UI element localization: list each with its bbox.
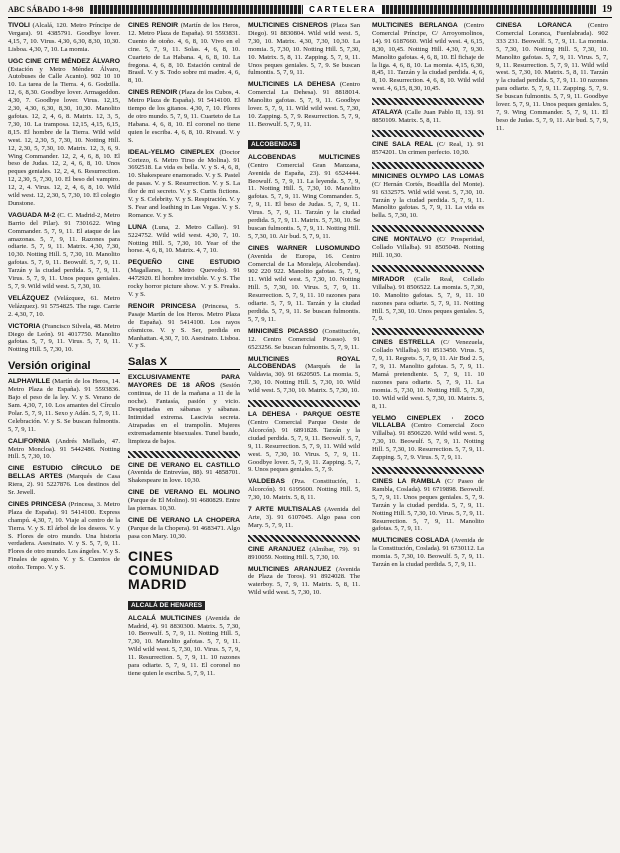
cinema-details: (Andrés Mellado, 47. Metro Moncloa). 91 5442486. Notting Hill. 5, 7,30, 10. <box>8 437 120 461</box>
section-heading: Salas X <box>128 356 240 370</box>
cinema-details: (C/ Real, 1). 91 8574201. Un crimen perfecto. 10,30. <box>372 140 484 156</box>
cinema-listing <box>248 245 360 324</box>
cinema-name: TIVOLI <box>8 22 30 29</box>
cinema-details: (Estación y Metro Méndez Álvaro, Autobuses de Calle Acanto). 902 10 10 10. La tarea de la Tierra. 4, 6. Godzilla. 12, 6, 8,30. Goodbye lover. Armageddon. 4,30, 7. Goodbye lover. Virus. 12,15, 2,30, 4,30, 6,30, 8,30, 10,30. Manolito gafotas. 12, 2, 4, 6, 8. Matrix. 12, 3, 5, 7,30, 10. La tramposa. 12,15, 4,15, 6,15, 8,15. El hombre de la Tierra. Wild wild west. 12, 2,30, 5, 7,30, 10. Notting Hill. 12, 2,30, 5, 7,30, 10. Matrix. 12, 3, 6, 9. Wing Commander. 12, 2, 4, 6, 8, 10. El beso de Judas. 12, 2, 4, 6, 8, 10. Unos peques geniales. 12, 2, 4, 6. Resurrection. 12, 2,30, 5, 7,30, 10. El beso del vampiro. 12, 2, 4. Virus. 12, 2, 4, 6, 8, 10. Wild wild west. 12, 2,30, 5, 7,30, 10. El colegio Dunstone. <box>8 65 120 207</box>
cinema-name: CINES PRINCESA <box>8 500 67 508</box>
pattern-divider <box>372 98 484 105</box>
cinema-listing <box>8 378 120 433</box>
cinema-details: (Avenida de Plaza de Toros). 91 8924028. The waterboy. 5, 7, 9, 11. Matrix. 5, 8, 11. Wild wild west. 5, 7,30, 10. <box>248 565 360 597</box>
listing-column-5 <box>496 22 608 849</box>
section-heading: Versión original <box>8 360 120 374</box>
cinema-details: (Sesión continua, de 11 de la mañana a 11 de la noche). Fantasía, pasión y vicio. Desquitadas en sábanas y sábanas. Intimidad extrema. Lascivia secreta. Atrapadas en el trampolín. Mujeres extremadamente bisexuales. Tunel baudo, limpieza de bajos. <box>128 382 240 445</box>
cinema-listing <box>372 109 484 125</box>
cinema-name: CINES RENOIR <box>128 22 179 29</box>
section-banner <box>90 5 596 14</box>
region-heading: CINES COMUNIDAD MADRID <box>128 547 220 592</box>
cinema-listing <box>248 356 360 396</box>
cinema-details: (Martín de los Heros, 14. Metro Plaza de España). 91 5593836. Bajo el peso de la ley. V. y S. Verano de Sam. 4,30, 7, 10. Los amantes del Círculo Polar. 5, 7, 9, 11. Sexo y Adán. 5, 7, 9, 11. Celebración. V. y S. Se buscan fulmontis. 5, 7, 9, 11. <box>8 378 120 433</box>
cinema-name: VALDEBAS <box>248 478 285 486</box>
cinema-listing <box>372 415 484 462</box>
cinema-name: EXCLUSIVAMENTE PARA MAYORES DE 18 AÑOS <box>128 374 240 390</box>
cinema-listing <box>248 478 360 502</box>
cinema-listing <box>372 537 484 569</box>
cinema-details: (Centro Comercial Gran Manzana, Avenida de España, 23). 91 6524444. Beowulf. 5, 7, 9, 11. La leyenda. 5, 7, 9, 11. Notting Hill. 5, 7,30, 10. Manolito gafotas. 5, 7, 9, 11. Wing Commander. 5, 7, 9, 11. El beso de Judas. 5, 7, 9, 11. Virus. 5, 7, 9, 11. Tarzán y la ciudad perdida. 5, 7, 9, 11. Matrix. 5, 7,30, 10. Se buscan fulmontis. 5, 7, 9, 11. Notting Hill. 5, 7,30, 10. Air bud. 5, 7, 9, 11. <box>248 161 360 240</box>
cinema-name: CINES WARNER LUSOMUNDO <box>248 244 360 252</box>
listing-column-2 <box>128 22 240 849</box>
listing-column-3 <box>248 22 360 849</box>
cinema-details: (C/ Prosperidad, Collado Villalba). 91 8505048. Notting Hill. 10,30. <box>372 236 484 260</box>
cinema-listing <box>8 58 120 208</box>
cinema-name: MULTICINES LA DEHESA <box>248 81 336 89</box>
cinema-listing <box>8 295 120 319</box>
pattern-divider <box>372 328 484 335</box>
listing-column-4 <box>372 22 484 849</box>
cinema-listing <box>8 438 120 462</box>
cinema-details: (Princesa, 5. Pasaje Martín de los Heros. Metro Plaza de España). 91 5414100. Los rayos cósmicos. V. y S. Ser, perdida en Manhattan. 4,30, 7, 10. Asesinato. Lisboa. V. y S. <box>128 302 240 350</box>
pattern-divider <box>372 162 484 169</box>
cinema-name: CINES RENOIR <box>128 89 178 97</box>
cinema-name: MIRADOR <box>372 275 405 283</box>
cinema-details: (Alcalá, 120. Metro Príncipe de Vergara). 91 4385791. Goodbye lover. 4,15, 7, 10. Virus. 4,30, 6,30, 8,30, 10,30. Lisboa. 4,30, 7, 10. La momia. <box>8 22 120 53</box>
page-header <box>8 2 612 16</box>
cinema-listing <box>128 149 240 220</box>
cinema-name: PEQUEÑO CINE ESTUDIO <box>128 259 240 267</box>
cinema-name: YELMO CINEPLEX · ZOCO VILLALBA <box>372 414 484 430</box>
cinema-listing <box>248 566 360 598</box>
cinema-listing <box>128 489 240 513</box>
cinema-listing <box>8 465 120 497</box>
cinema-name: 7 ARTE MULTISALAS <box>248 506 321 514</box>
cinema-listing <box>8 501 120 572</box>
cinema-details: (Doctor Cortezo, 6. Metro Tirso de Molina). 91 3692518. La vida es bella. V. y S. 4, 6, 8, 10. Shakespeare enamorado. V. y S. Pastel de pasas. V. y S. Resurrection. V. y S. La flor de mi secreto. V. y S. Curtis fictions. V. y S. Celebrity. V. y S. Respiración. V. y S. Fear and loathing in Las Vegas. V. y S. Romance. V. y S. <box>128 148 240 219</box>
cinema-details: (Avenida de Europa, 16. Centro Comercial de La Moraleja, Alcobendas). 902 220 922. Manolito gafotas. 5, 7, 9, 11. Wild wild west. 5, 7,30, 10. Notting Hill. 5, 7,30, 10. Virus. 5, 7, 9, 11. Resurrection. 5, 7, 9, 11. 10 razones para odiarte. 5, 7, 9, 11. Tarzán y la ciudad perdida. 5, 7, 9, 11. Se buscan fulmontis. 5, 7, 9, 11. <box>248 252 360 323</box>
cinema-listing <box>372 141 484 157</box>
cinema-details: (Constitución, 12. Centro Comercial Picasso). 91 6523256. Se buscan fulmontis. 5, 7, 9, 11. <box>248 327 360 351</box>
cinema-details: (Luna, 2. Metro Callao). 91 5224752. Wild wild west. 4,30, 7, 10. Notting Hill. 5, 7,30, 10. Year of the horse. 4, 6, 8, 10. Matrix. 4, 7, 10. <box>128 223 240 255</box>
cinema-details: (Marqués de Casa Riera, 2). 91 5227876. Los destinos del Sr. Jewell. <box>8 473 120 497</box>
cinema-listing <box>128 89 240 144</box>
cinema-listing <box>8 22 120 54</box>
cinema-details: (Princesa, 3. Metro Plaza de España). 91 5414100. Express champú. 4,30, 7, 10. Viaje al centro de la Tierra. V. y S. El árbol de los deseos. V. y S. Flores de otro mundo. Una historia verdadera. Asesinato. V. y S. 5, 7, 9, 11. Flores de otro mundo. Los ángeles. V. y S. Finales de agosto. V. y S. Cuentos de otoño. Tempo. V. y S. <box>8 500 120 572</box>
pattern-divider <box>248 400 360 407</box>
cinema-name: MULTICINES ROYAL ALCOBENDAS <box>248 355 360 371</box>
cinema-listing <box>128 374 240 445</box>
cinema-details: (Almíbar, 79). 91 8910059. Notting Hill. 5, 7,30, 10. <box>248 545 360 561</box>
cinema-details: (Centro Comercial Zoco Villalba). 91 8506220. Wild wild west. 5, 7,30, 10. Beowulf. 5, 7, 9, 11. Notting Hill. 5, 7,30, 10. Resurrection. 5, 7, 9, 11. Zapping. 5, 7, 9. Virus. 5, 7, 9, 11. <box>372 422 484 462</box>
pattern-divider <box>128 451 240 458</box>
cinema-details: (Avenida de la Constitución, Coslada). 91 6730112. La momia. 5, 7,30, 10. Beowulf. 5, 7, 9, 11. Tarzán en la ciudad perdida. 5, 7, 9, 11. <box>372 537 484 569</box>
cinema-listing <box>128 303 240 350</box>
page-number: 19 <box>602 3 612 15</box>
cinema-name: MINICINES OLYMPO LAS LOMAS <box>372 172 484 180</box>
cinema-listing <box>8 212 120 291</box>
cinema-name: RENOIR PRINCESA <box>128 302 197 310</box>
cinema-details: (Centro Comercial Loranca, Fuenlabrada). 902 333 231. Beowulf. 5, 7, 9, 11. La momia. 5, 7,30, 10. Notting Hill. 5, 7,30, 10. Manolito gafotas. 5, 7, 9, 11. Virus. 5, 7, 9, 11. Resurrection. 5, 7, 9, 11. Wild wild west. 5, 7,30, 10. Matrix. 5, 8, 11. Tarzán y la ciudad perdida. 5, 7, 9, 11. 10 razones para odiarte. 5, 7, 9, 11. Zapping. 5, 7, 9. Se buscan fulmontis. 5, 7, 9, 11. Goodbye lover. 5, 7, 9, 11. Unos peques geniales. 5, 7, 9. Wing Commander. 5, 7, 9, 11. El beso de Judas. 5, 7, 9, 11. Air bud. 5, 7, 9, 11. <box>496 22 608 132</box>
cinema-details: (Calle Real, Collado Villalba). 91 8506522. La momia. 5, 7,30, 10. Manolito gafotas. 5, 7, 9, 11. 10 razones para odiarte. 5, 7, 9, 11. Notting Hill. 5, 7,30, 10. Unos peques geniales. 5, 7, 9. <box>372 275 484 323</box>
pattern-divider <box>372 265 484 272</box>
cinema-listing <box>128 224 240 256</box>
cinema-listing <box>248 22 360 77</box>
cinema-details: (Pza. Constitución, 1. Alcorcón). 91 6195600. Notting Hill. 5, 7,30, 10. Matrix. 5, 8, 11. <box>248 478 360 502</box>
cinema-listing <box>496 22 608 133</box>
pattern-divider <box>248 535 360 542</box>
pattern-divider <box>372 467 484 474</box>
cinema-details: (Marqués de la Valdavia, 30). 91 6620505. La momia. 5, 7,30, 10. Notting Hill. 5, 7,30, 10. Wild wild west. 5, 7,30, 10. Matrix. 5, 7,30, 10. <box>248 363 360 395</box>
cinema-listing <box>248 154 360 241</box>
cinema-name: MULTICINES COSLADA <box>372 537 450 545</box>
cinema-details: (Plaza de los Cubos, 4. Metro Plaza de España). 91 5414100. El tiempo de los gitanos. 4,30, 7, 10. Flores de otro mundo. 5, 7, 9, 11. Cuarteto de La Habana. 4, 6, 8, 10. El coronel no tiene quien le escriba. 4, 6, 8, 10. Rivaud. V. y S. <box>128 89 240 144</box>
cinema-details: (Centro Comercial Príncipe, C/ Arroyomolinos, 14). 91 6187660. Wild wild west. 4, 6,15, 8,30, 10,45. Notting Hill. 4,30, 7, 9,30. Manolito gafotas. 4, 6, 8, 10. El fichaje de la liga. 4, 6, 8, 10. La momia. 4,15, 6,30, 8,45, 11. Tarzán y la ciudad perdida. 4, 6, 8, 10. Resurrection. 4, 6, 8, 10. Wild wild west. 4, 6,15, 8,30, 10,45. <box>372 22 484 93</box>
cinema-details: (Parque de la Chopera). 91 4683471. Algo pasa con Mary. 10,30. <box>128 524 240 540</box>
cinema-listing <box>248 328 360 352</box>
cinema-name: CINE SALA REAL <box>372 140 434 148</box>
cinema-details: (Avenida de Entrevías, 88). 91 4858701. Shakespeare in love. 10,30. <box>128 469 240 485</box>
cinema-name: CALIFORNIA <box>8 437 50 445</box>
cinema-name: CINE ARANJUEZ <box>248 545 306 553</box>
cinema-listing <box>128 22 240 85</box>
municipality-label: ALCALÁ DE HENARES <box>128 601 205 610</box>
cinema-details: (Velázquez, 61. Metro Velázquez). 91 5754825. The rage. Carrie 2. 4,30, 7, 10. <box>8 294 120 318</box>
cinema-listing <box>372 236 484 260</box>
section-title: CARTELERA <box>303 5 382 14</box>
cinema-details: (C/ Hernán Cortés, Boadilla del Monte). 91 6332575. Wild wild west. 5, 7,30, 10. Tarzán y la ciudad perdida. 5, 7, 9, 11. Manolito gafotas. 5, 7, 9, 11. La vida es bella. 5, 7,30, 10. <box>372 180 484 220</box>
cinema-name: ALPHAVILLE <box>8 378 51 386</box>
cinema-name: CINE ESTUDIO CÍRCULO DE BELLAS ARTES <box>8 465 120 481</box>
cinema-details: (Centro Comercial La Dehesa). 91 8818014. Manolito gafotas. 5, 7, 9, 11. Goodbye lover. 5, 7, 9, 11. Wild wild west. 5, 7,30, 10. Zapping. 5, 7, 9. Resurrection. 5, 7, 9, 11. Beowulf. 5, 7, 9, 11. <box>248 81 360 128</box>
cinema-name: VELÁZQUEZ <box>8 294 50 302</box>
cinema-details: (Centro Comercial Parque Oeste de Alcorcón). 91 6891828. Tarzán y la ciudad perdida. 5, 7, 9, 11. Beowulf. 5, 7, 9, 11. Resurrection. 5, 7, 9, 11. Wild wild west. 5, 7,30, 10. Virus. 5, 7, 9, 11. Goodbye lover. 5, 7, 9, 11. Zapping. 5, 7, 9. Unos peques geniales. 5, 7, 9. <box>248 418 360 474</box>
cinema-name: MULTICINES BERLANGA <box>372 22 458 29</box>
cinema-name: IDEAL-YELMO CINEPLEX <box>128 148 215 156</box>
cinema-listing <box>128 615 240 678</box>
header-rule <box>8 17 612 18</box>
cinema-listing <box>372 478 484 533</box>
cinema-name: CINE DE VERANO LA CHOPERA <box>128 516 240 524</box>
cinema-details: (Calle Juan Pablo II, 13). 91 8850109. Matrix. 5, 8, 11. <box>372 109 484 125</box>
cinema-name: LA DEHESA · PARQUE OESTE <box>248 411 360 419</box>
cinema-name: CINES LA RAMBLA <box>372 477 441 485</box>
cinema-listing <box>372 173 484 220</box>
cinema-listing <box>248 81 360 128</box>
cinema-listing <box>128 517 240 541</box>
cinema-details: (Plaza San Diego). 91 8830804. Wild wild west. 5, 7,30, 10. Matrix. 4,30, 7,30, 10,30. La momia. 5, 7,30, 10. Notting Hill. 5, 7,30, 10. Matrix. 5, 8, 11. Zapping. 5, 7, 9, 11. Unos peques geniales. 5, 7, 9. Se buscan fulmontis. 5, 7, 9, 11. <box>248 22 360 77</box>
cinema-name: CINES ESTRELLA <box>372 339 435 347</box>
listing-column-1 <box>8 22 120 849</box>
publication-date: SÁBADO 1-8-98 <box>26 4 84 14</box>
cinema-listing <box>128 462 240 486</box>
cinema-listing <box>372 22 484 93</box>
cinema-details: (Parque de El Molino). 91 4680829. Entre las piernas. 10,30. <box>128 497 240 513</box>
cinema-name: ALCALÁ MULTICINES <box>128 614 202 622</box>
cinema-listing <box>372 276 484 323</box>
cinema-listing <box>248 506 360 530</box>
municipality-label: ALCOBENDAS <box>248 140 300 149</box>
cinema-details: (C. C. Madrid-2, Metro Barrio del Pilar). 91 7301622. Wing Commander. 5, 7, 9, 11. El ataque de las amazonas. 5, 7, 9, 11. Razones para odiarte. 5, 7, 9, 11. Matrix. 4,30, 7,30, 10,30. Notting Hill. 5, 7,30, 10. Manolito gafotas. 5, 7, 9, 11. Beowulf. 5, 7, 9, 11. Tarzán y la ciudad perdida. 5, 7, 9, 11. Virus. 5, 7, 9, 11. Unos peques geniales. 5, 7, 9. Wild wild west. 5, 7,30, 10. <box>8 211 120 290</box>
header-publication <box>8 5 84 14</box>
cinema-name: MULTICINES ARANJUEZ <box>248 565 331 573</box>
cinema-name: VICTORIA <box>8 322 41 330</box>
cinema-details: (C/ Paseo de Rambla, Coslada). 91 6719898. Beowulf. 5, 7, 9, 11. Unos peques geniales. 5, 7, 9. Tarzán y la ciudad perdida. 5, 7, 9, 11. Notting Hill. 5, 7,30, 10. Virus. 5, 7, 9, 11. Resurrection. 5, 7, 9, 11. Manolito gafotas. 5, 7, 9, 11. <box>372 477 484 533</box>
cinema-listing <box>128 259 240 299</box>
cinema-details: (Avenida del Arte, 3). 91 6107045. Algo pasa con Mary. 5, 7, 9, 11. <box>248 506 360 529</box>
cinema-details: (Francisco Silvela, 48. Metro Diego de León). 91 4017750. Manolito gafotas. 5, 7, 9, 11. Virus. 5, 7, 9, 11. Notting Hill. 5, 7,30, 10. <box>8 322 120 354</box>
cinema-name: CINE DE VERANO EL CASTILLO <box>128 461 240 469</box>
cinema-details: (Avenida de Madrid, 4). 91 8830300. Matrix. 5, 7,30, 10. Beowulf. 5, 7, 9, 11. Notting Hill. 5, 7,30, 10. Manolito gafotas. 5, 7, 9, 11. Wild wild west. 5, 7,30, 10. Virus. 5, 7, 9, 11. Resurrection. 5, 7, 9, 11. 10 razones para odiarte. 5, 7, 9, 11. El coronel no tiene quien le escriba. 5, 7, 9, 11. <box>128 614 240 677</box>
cinema-listing <box>372 339 484 410</box>
cinema-name: CINE MONTALVO <box>372 236 432 244</box>
cinema-name: CINE DE VERANO EL MOLINO <box>128 489 240 497</box>
cinema-details: (Martín de los Heros, 12. Metro Plaza de España). 91 5593831. Cuento de otoño. 4, 6, 8, 10. Vivo en el cine. 5, 7, 9, 11. Solas. 4, 6, 8, 10. Cuarteto de La Habana. 4, 6, 8, 10. La fregona. 4, 6, 8, 10. Estación central de Brasil. V. y S. Todo sobre mi madre. 4, 6, 8, 10. <box>128 22 240 85</box>
cinema-listing <box>248 411 360 474</box>
cinema-name: UGC CINE CITE MÉNDEZ ÁLVARO <box>8 57 120 65</box>
pattern-divider <box>372 225 484 232</box>
cinema-details: (Magallanes, 1. Metro Quevedo). 91 4472920. El hombre invisible. V. y S. The rocky horror picture show. V. y S. Freaks. V. y S. <box>128 267 240 298</box>
cinema-name: MULTICINES CISNEROS <box>248 22 328 29</box>
cinema-name: LUNA <box>128 223 147 231</box>
cinema-name: ALCOBENDAS MULTICINES <box>248 153 360 161</box>
cinema-name: VAGUADA M-2 <box>8 211 56 219</box>
cinema-listing <box>248 546 360 562</box>
pattern-divider <box>372 130 484 137</box>
cinema-details: (C/ Venezuela, Collado Villalba). 91 8513450. Virus. 5, 7, 9, 11. Regrets. 5, 7, 9, 11. Air Bud 2. 5, 7, 9, 11. Manolito gafotas. 5, 7, 9, 11. Mamá pretendiente. 5, 7, 9, 11. 10 razones para odiarte. 5, 7, 9, 11. La momia. 5, 7,30, 10. Notting Hill. 5, 7,30, 10. Wild wild west. 5, 7,30, 10. Matrix. 5, 8, 11. <box>372 339 484 410</box>
publication-name: ABC <box>8 4 25 14</box>
cinema-name: MINICINES PICASSO <box>248 327 319 335</box>
cinema-name: CINESA LORANCA <box>496 22 572 29</box>
cinema-listing <box>8 323 120 355</box>
cinema-name: ATALAYA <box>372 109 403 117</box>
